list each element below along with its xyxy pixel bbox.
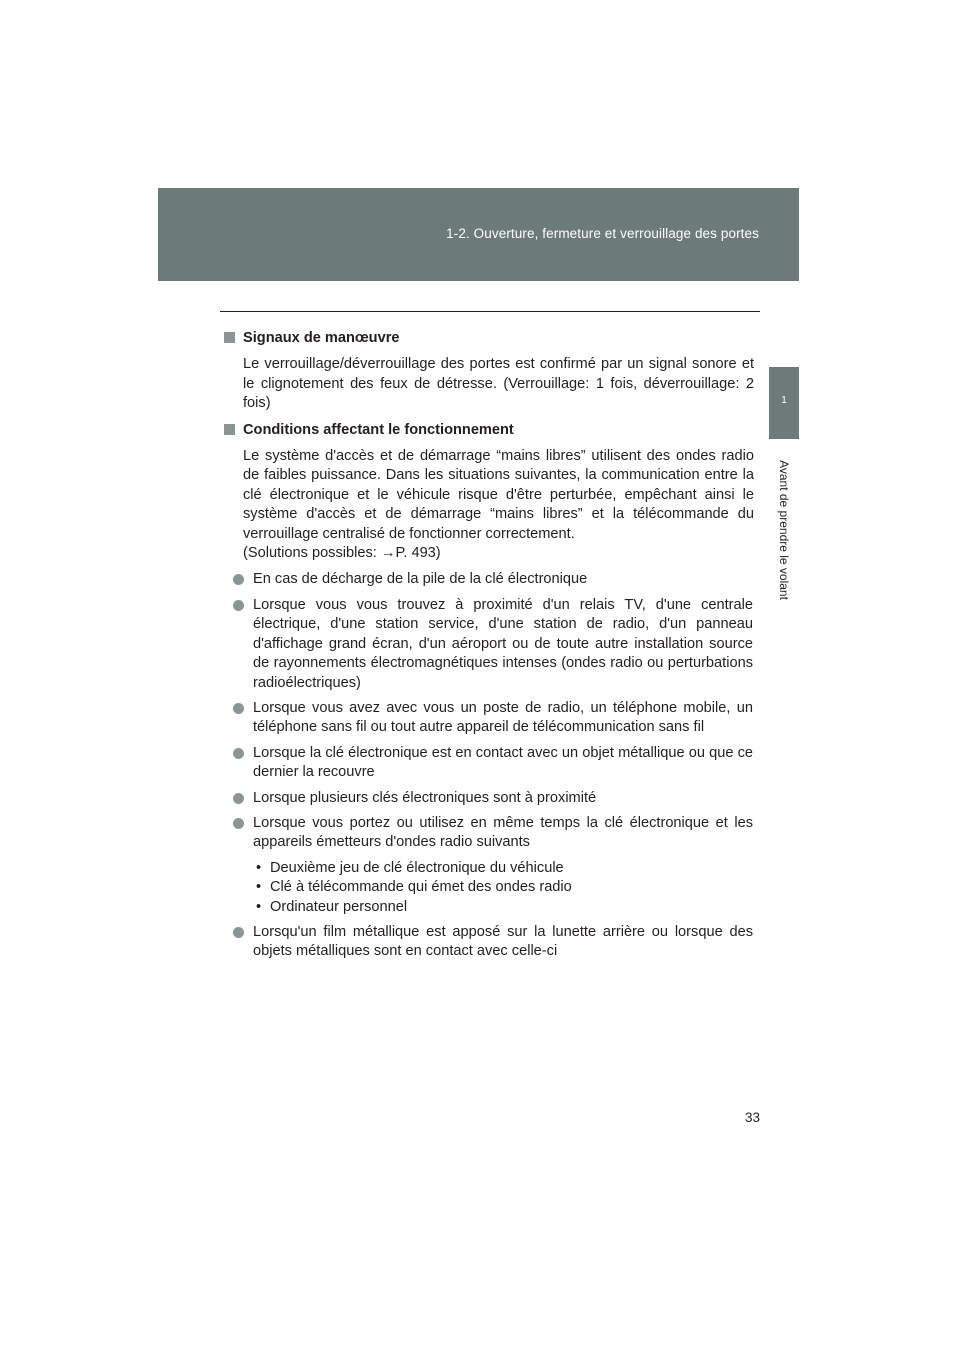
circle-bullet-icon [233, 818, 244, 829]
list-item: Lorsque vous portez ou utilisez en même temps la clé électronique et les appareils émetteurs d'ondes radio suivants • Deuxième jeu de clé électronique du véhicule • Clé à télécommande qui émet des ondes radio • Ordinateur personnel [243, 814, 753, 917]
dot-bullet-icon: • [256, 879, 262, 896]
paragraph-reference: (Solutions possibles: →P. 493) [243, 545, 441, 562]
sub-list [253, 859, 753, 917]
chapter-title: 1-2. Ouverture, fermeture et verrouillage des portes [446, 226, 759, 241]
sub-list-item: • Deuxième jeu de clé électronique du véhicule [253, 859, 753, 878]
section-heading-signaux [224, 329, 754, 348]
dot-bullet-icon: • [256, 898, 262, 915]
chapter-side-tab [769, 367, 799, 439]
chapter-number: 1 [781, 395, 787, 406]
sub-list-item: • Clé à télécommande qui émet des ondes radio [253, 878, 753, 897]
chapter-header-band [158, 188, 799, 281]
square-bullet-icon [224, 332, 235, 343]
section-heading-text: Conditions affectant le fonctionnement [243, 421, 514, 438]
circle-bullet-icon [233, 600, 244, 611]
paragraph: Le système d'accès et de démarrage “mains libres” utilisent des ondes radio de faibles puissance. Dans les situations suivantes, la communication entre la clé électronique et le véhicule risque d'être perturbée, empêchant ainsi le système d'accès et de démarrage “mains libres” et la télécommande du verrouillage centralisé de fonctionner correctement. [243, 448, 754, 542]
circle-bullet-icon [233, 703, 244, 714]
paragraph: Le verrouillage/déverrouillage des portes est confirmé par un signal sonore et le clignotement des feux de détresse. (Verrouillage: 1 fois, déverrouillage: 2 fois) [243, 356, 754, 412]
section-divider [220, 311, 760, 312]
list-item: En cas de décharge de la pile de la clé électronique [243, 570, 753, 589]
square-bullet-icon [224, 424, 235, 435]
circle-bullet-icon [233, 793, 244, 804]
list-item: Lorsque plusieurs clés électroniques sont à proximité [243, 789, 753, 808]
section-heading-conditions [224, 421, 754, 440]
chapter-side-label: Avant de prendre le volant [777, 460, 791, 600]
circle-bullet-icon [233, 574, 244, 585]
circle-bullet-icon [233, 748, 244, 759]
sub-list-item: • Ordinateur personnel [253, 898, 753, 917]
page-number: 33 [744, 1110, 760, 1125]
page-content [224, 329, 754, 968]
dot-bullet-icon: • [256, 859, 262, 876]
conditions-list [224, 570, 754, 961]
section-heading-text: Signaux de manœuvre [243, 330, 400, 346]
list-item: Lorsque vous vous trouvez à proximité d'un relais TV, d'une centrale électrique, d'une station service, d'une station de radio, d'un panneau d'affichage grand écran, d'un aéroport ou de toute autre installation source de rayonnements électromagnétiques intenses (ondes radio ou perturbations radioélectriques) [243, 596, 753, 693]
list-item: Lorsqu'un film métallique est apposé sur la lunette arrière ou lorsque des objets métalliques sont en contact avec celle-ci [243, 923, 753, 962]
list-item: Lorsque vous avez avec vous un poste de radio, un téléphone mobile, un téléphone sans fil ou tout autre appareil de télécommunication sans fil [243, 699, 753, 738]
circle-bullet-icon [233, 927, 244, 938]
list-item: Lorsque la clé électronique est en contact avec un objet métallique ou que ce dernier la recouvre [243, 744, 753, 783]
